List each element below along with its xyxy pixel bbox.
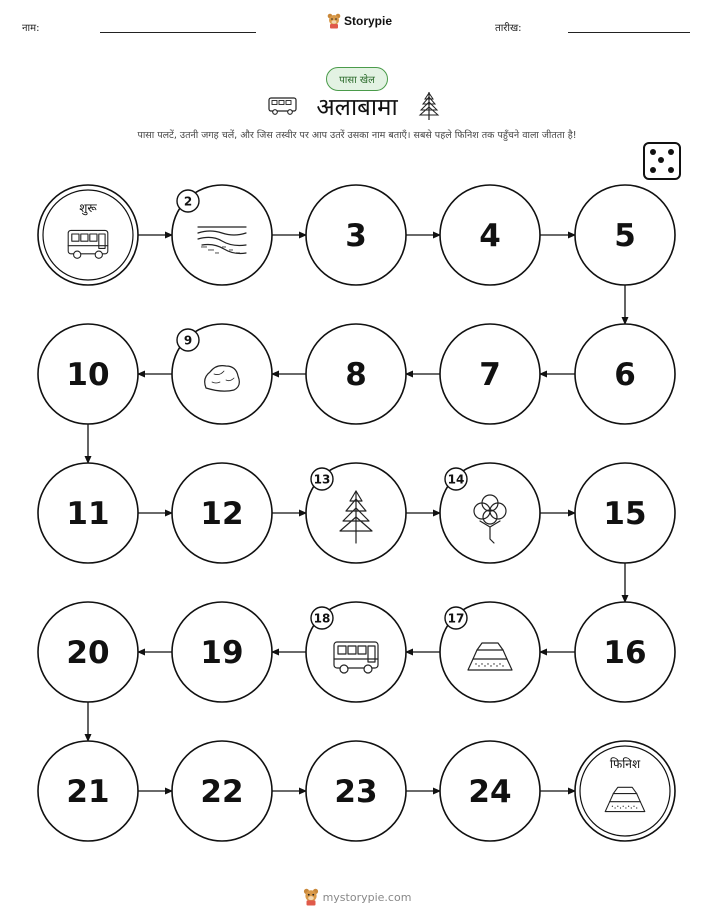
board-space[interactable] — [575, 463, 675, 563]
space-number: 18 — [313, 611, 331, 626]
brand-name: Storypie — [344, 14, 393, 28]
date-label: तारीख: — [495, 23, 522, 34]
board-space[interactable] — [306, 324, 406, 424]
space-number: 21 — [66, 774, 110, 810]
space-number: 17 — [447, 611, 465, 626]
page-title: अलाबामा — [316, 93, 398, 121]
space-number: 11 — [66, 496, 110, 532]
board-space[interactable] — [172, 324, 272, 424]
board-space[interactable] — [38, 741, 138, 841]
space-number: 9 — [183, 333, 193, 348]
board-space[interactable] — [306, 602, 406, 702]
name-label: नाम: — [22, 23, 40, 34]
board-space[interactable] — [38, 602, 138, 702]
board-space[interactable] — [440, 185, 540, 285]
space-number: 23 — [334, 774, 378, 810]
space-label: फिनिश — [609, 757, 641, 771]
space-number: 8 — [345, 357, 367, 393]
board-space[interactable] — [575, 185, 675, 285]
space-number: 2 — [183, 194, 193, 209]
space-number: 6 — [614, 357, 636, 393]
space-number: 24 — [468, 774, 512, 810]
board-space[interactable] — [306, 185, 406, 285]
instructions: पासा पलटें, उतनी जगह चलें, और जिस तस्वीर पर आप उतरें उसका नाम बताएँ। सबसे पहले फिनिश तक पहुँचने वाला जीतता है! — [137, 130, 577, 141]
board-space[interactable] — [306, 463, 406, 563]
board-space[interactable] — [38, 324, 138, 424]
space-number: 14 — [447, 472, 465, 487]
board-cells — [38, 185, 675, 841]
footer — [0, 888, 714, 906]
space-number: 4 — [479, 218, 501, 254]
board-space[interactable] — [38, 463, 138, 563]
board-space[interactable] — [172, 185, 272, 285]
bear-mascot-icon — [303, 888, 319, 906]
space-number: 13 — [313, 472, 331, 487]
space-label: शुरू — [79, 201, 97, 215]
space-number: 20 — [66, 635, 110, 671]
board-space[interactable] — [575, 602, 675, 702]
board-space[interactable] — [440, 324, 540, 424]
space-number: 7 — [479, 357, 501, 393]
board-space[interactable] — [440, 741, 540, 841]
space-number: 19 — [200, 635, 244, 671]
space-number: 16 — [603, 635, 647, 671]
board-space[interactable] — [440, 602, 540, 702]
space-number: 12 — [200, 496, 244, 532]
space-number: 3 — [345, 218, 367, 254]
board-finish-space[interactable] — [575, 741, 675, 841]
board-space[interactable] — [440, 463, 540, 563]
footer-url[interactable]: mystorypie.com — [322, 890, 412, 904]
board-space[interactable] — [172, 463, 272, 563]
board-start-space[interactable] — [38, 185, 138, 285]
game-type-badge: पासा खेल — [326, 67, 388, 91]
space-number: 15 — [603, 496, 647, 532]
board-space[interactable] — [306, 741, 406, 841]
space-number: 10 — [66, 357, 110, 393]
space-number: 5 — [614, 218, 636, 254]
board-space[interactable] — [172, 741, 272, 841]
space-number: 22 — [200, 774, 244, 810]
board-space[interactable] — [172, 602, 272, 702]
board-space[interactable] — [575, 324, 675, 424]
